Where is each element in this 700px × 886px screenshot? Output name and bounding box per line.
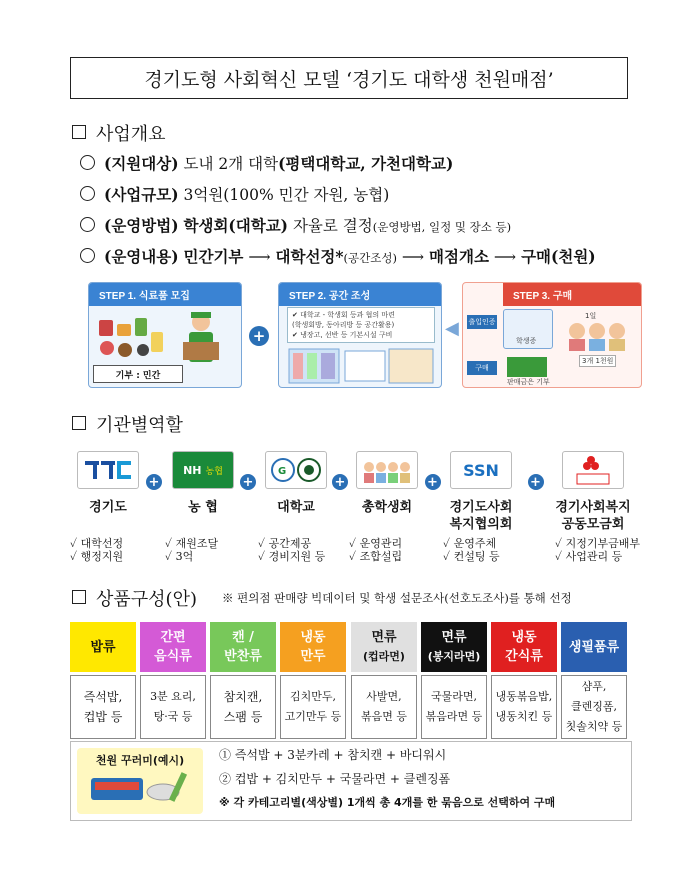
org-logo: NH 농협: [172, 451, 234, 489]
step3-header: STEP 3. 구매: [503, 283, 641, 306]
bundle-illustration: [77, 748, 203, 814]
bullet-content: [80, 245, 596, 267]
product-category: [561, 622, 627, 739]
org-role-item: ✓ 행정지원: [70, 550, 124, 563]
product-items: 참치캔, 스팸 등: [210, 675, 276, 739]
product-category-header: [70, 622, 136, 672]
bullet-label: (운영내용): [104, 247, 179, 266]
product-category-header: [421, 622, 487, 672]
bullet-method: [80, 214, 511, 236]
arrow-right-icon: ◀: [445, 318, 459, 339]
product-items: 3분 요리, 탕·국 등: [140, 675, 206, 739]
step3-label: 3개 1천원: [579, 355, 616, 367]
product-category: [421, 622, 487, 739]
org-name: 총학생회: [361, 500, 413, 515]
bullet-label: (사업규모): [104, 185, 179, 204]
bundle-label: 천원 꾸러미(예시): [95, 754, 185, 767]
product-category: [210, 622, 276, 739]
org-role-item: ✓ 컨설팅 등: [443, 550, 500, 563]
combo-note: ※ 각 카테고리별(색상별) 1개씩 총 4개를 한 묶음으로 선택하여 구매: [219, 796, 556, 809]
space-illustration: [279, 283, 441, 387]
step3-label: 판매금은 기부: [507, 378, 550, 386]
arrow-right-icon: ⟶: [401, 248, 425, 266]
product-category: [351, 622, 417, 739]
square-bullet-icon: [72, 416, 86, 430]
category-title: 캔 /: [232, 630, 254, 645]
org-name: 경기사회복지 공동모금회: [555, 500, 631, 532]
plus-icon: +: [249, 326, 269, 346]
product-category: [280, 622, 346, 739]
plus-icon: +: [528, 474, 544, 490]
arrow-right-icon: ⟶: [248, 248, 271, 266]
org-role-item: ✓ 운영주체: [443, 537, 497, 550]
category-subtitle: 반찬류: [224, 649, 262, 664]
category-title: 냉동: [300, 630, 326, 645]
product-items: 냉동볶음밥, 냉동치킨 등: [491, 675, 557, 739]
flow-step-note: (공간조성): [343, 251, 397, 265]
product-category-header: [210, 622, 276, 672]
product-items: 즉석밥, 컵밥 등: [70, 675, 136, 739]
page-title: [70, 57, 628, 99]
bundle-box: [70, 741, 632, 821]
flow-step: 구매(천원): [521, 247, 596, 266]
step3-label: 1일: [585, 312, 597, 320]
product-category-header: [140, 622, 206, 672]
product-category: [491, 622, 557, 739]
org-role-item: ✓ 지정기부금배부: [555, 537, 640, 550]
square-bullet-icon: [72, 125, 86, 139]
org-name: 농 협: [188, 500, 218, 515]
category-subtitle: (컵라면): [363, 650, 405, 663]
section-roles-heading: [72, 411, 183, 437]
step2-line: ✔ 대학교 - 학생회 등과 협의 마련: [292, 311, 395, 319]
step1-header: STEP 1. 식료품 모집: [89, 283, 241, 306]
bullet-text: 도내 2개 대학: [183, 155, 279, 173]
flow-step: 대학선정*: [275, 247, 344, 266]
category-subtitle: 간식류: [505, 649, 543, 664]
section-products-heading: [72, 585, 197, 611]
product-category-header: [561, 622, 627, 672]
org-card: [443, 451, 519, 563]
product-category-header: [351, 622, 417, 672]
org-logo: [562, 451, 624, 489]
category-title: 간편: [160, 630, 186, 645]
org-roles: [555, 537, 640, 563]
bullet-bold-text: 학생회(대학교): [183, 216, 289, 235]
org-roles: [349, 537, 425, 563]
plus-icon: +: [425, 474, 441, 490]
product-items: 샴푸, 클렌징폼, 칫솔치약 등: [561, 675, 627, 739]
product-items: 김치만두, 고기만두 등: [280, 675, 346, 739]
org-role-item: ✓ 재원조달: [165, 537, 219, 550]
org-logo: [265, 451, 327, 489]
groceries-illustration: [89, 306, 241, 370]
products-note: ※ 편의점 판매량 빅데이터 및 학생 설문조사(선호도조사)를 통해 선정: [222, 591, 572, 605]
bullet-text: 3억원(100% 민간 자원, 농협): [183, 186, 390, 204]
category-title: 냉동: [511, 630, 537, 645]
category-subtitle: (봉지라면): [427, 650, 481, 663]
org-role-item: ✓ 공간제공: [258, 537, 312, 550]
org-role-item: ✓ 경비지원 등: [258, 550, 326, 563]
org-logo: [77, 451, 139, 489]
flow-step: 매점개소: [429, 247, 489, 266]
product-category: [70, 622, 136, 739]
circle-bullet-icon: [80, 217, 95, 232]
category-title: 밥류: [90, 639, 116, 655]
circle-bullet-icon: [80, 186, 95, 201]
org-logo: [356, 451, 418, 489]
org-role-item: ✓ 사업관리 등: [555, 550, 623, 563]
org-roles: [70, 537, 146, 563]
bullet-text: 자율로 결정: [292, 217, 373, 235]
step2-panel: [278, 282, 442, 388]
section-heading-text: 기관별역할: [96, 415, 183, 436]
product-items: 사발면, 볶음면 등: [351, 675, 417, 739]
bullet-label: (지원대상): [104, 154, 179, 173]
circle-bullet-icon: [80, 248, 95, 263]
flow-step: 민간기부: [183, 247, 244, 266]
bullet-small-text: (운영방법, 일정 및 장소 등): [372, 220, 512, 234]
product-category-header: [491, 622, 557, 672]
combo-example: ① 즉석밥 + 3분카레 + 참치캔 + 바디워시: [219, 748, 447, 762]
step3-label: 출입인증: [467, 315, 497, 329]
bullet-target: [80, 152, 453, 174]
plus-icon: +: [332, 474, 348, 490]
step3-label: 구매: [467, 361, 497, 375]
org-name: 경기도사회 복지협의회: [449, 500, 513, 532]
step3-label: 학생증: [516, 337, 537, 345]
org-logo: SSN: [450, 451, 512, 489]
category-subtitle: 음식류: [154, 649, 192, 664]
org-card: [70, 451, 146, 563]
circle-bullet-icon: [80, 155, 95, 170]
step1-caption: 기부 : 민간: [93, 365, 183, 383]
section-heading-text: 사업개요: [96, 124, 166, 145]
org-role-item: ✓ 3억: [165, 550, 194, 563]
svg-text:G: G: [278, 466, 287, 477]
org-roles: [258, 537, 334, 563]
org-card: [349, 451, 425, 563]
bullet-bold-text: (평택대학교, 가천대학교): [278, 154, 454, 173]
category-subtitle: 만두: [300, 649, 326, 664]
org-role-item: ✓ 운영관리: [349, 537, 403, 550]
org-name: 대학교: [277, 500, 315, 515]
org-role-item: ✓ 조합설립: [349, 550, 403, 563]
product-category: [140, 622, 206, 739]
step2-line: (학생회방, 동아리방 등 공간활용): [292, 321, 395, 329]
page-title-text: 경기도형 사회혁신 모델 ‘경기도 대학생 천원매점’: [144, 68, 554, 91]
step2-line: ✔ 냉장고, 선반 등 기본시설 구비: [292, 331, 393, 339]
combo-example: ② 컵밥 + 김치만두 + 국물라면 + 클렌징폼: [219, 772, 451, 786]
bullet-scale: [80, 183, 389, 205]
product-items: 국물라면, 볶음라면 등: [421, 675, 487, 739]
square-bullet-icon: [72, 590, 86, 604]
step2-header: STEP 2. 공간 조성: [279, 283, 441, 306]
plus-icon: +: [240, 474, 256, 490]
org-card: [555, 451, 640, 563]
category-title: 면류: [371, 630, 397, 645]
org-card: [258, 451, 334, 563]
org-roles: [443, 537, 519, 563]
gift-basket-icon: [77, 748, 203, 814]
org-roles: [165, 537, 241, 563]
category-title: 생필품류: [568, 639, 620, 655]
org-role-item: ✓ 대학선정: [70, 537, 124, 550]
bullet-label: (운영방법): [104, 216, 179, 235]
arrow-right-icon: ⟶: [493, 248, 517, 266]
section-overview-heading: [72, 120, 166, 146]
org-name: 경기도: [89, 500, 127, 515]
section-heading-text: 상품구성(안): [96, 589, 197, 610]
product-category-header: [280, 622, 346, 672]
step3-panel: [462, 282, 642, 388]
org-card: [165, 451, 241, 563]
step1-panel: [88, 282, 242, 388]
category-title: 면류: [441, 630, 467, 645]
plus-icon: +: [146, 474, 162, 490]
